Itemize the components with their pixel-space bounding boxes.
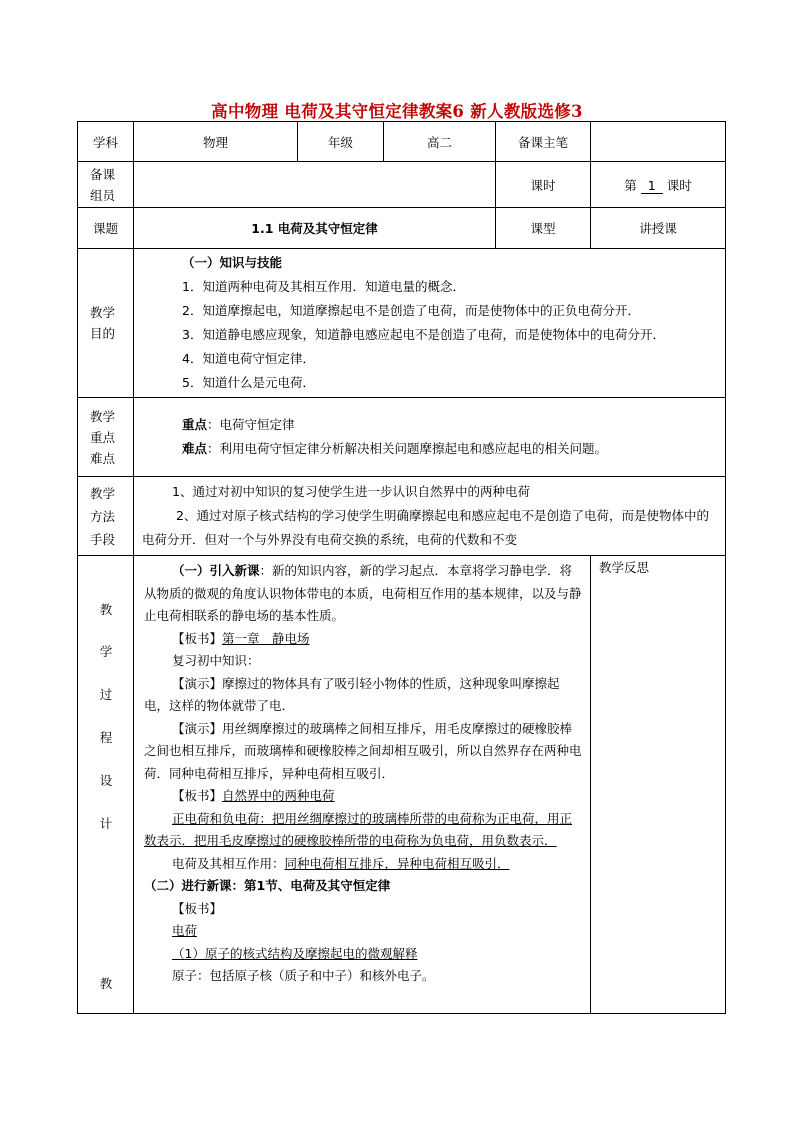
hard-point: [142, 437, 717, 461]
posneg-paragraph: 正电荷和负电荷：把用丝绸摩擦过的玻璃棒所带的电荷称为正电荷，用正数表示．把用毛皮摩擦过的硬橡胶棒所带的电荷称为负电荷，用负数表示．: [144, 810, 573, 848]
board-tag: 【板书】: [172, 630, 223, 646]
hard-text: ：利用电荷守恒定律分析解决相关问题摩擦起电和感应起电的相关问题。: [207, 441, 608, 456]
process-label-char: 程: [99, 730, 113, 745]
process-label-char: 设: [99, 773, 113, 788]
demo-text: 用丝绸摩擦过的玻璃棒之间相互排斥，用毛皮摩擦过的硬橡胶棒之间也相互排斥，而玻璃棒和硬橡胶棒之间却相互吸引，所以自然界存在两种电荷．同种电荷相互排斥，异种电荷相互吸引．: [144, 720, 582, 781]
methods-row: [78, 477, 726, 556]
topic-value: 1.1 电荷及其守恒定律: [134, 208, 496, 249]
process-label-char: 学: [99, 644, 113, 659]
atom-line: 原子：包括原子核（质子和中子）和核外电子。: [172, 968, 435, 983]
writer-value: [591, 122, 726, 162]
hard-label: 难点: [182, 441, 208, 456]
demo-paragraph-2: [144, 718, 582, 786]
process-label-char: 教: [99, 602, 113, 617]
subsection-heading: （1）原子的核式结构及摩擦起电的微观解释: [172, 945, 418, 961]
board-text: 自然界中的两种电荷: [222, 788, 335, 803]
objective-item: 5．知道什么是元电荷．: [182, 375, 315, 390]
reflection-cell: [591, 556, 726, 1014]
process-side-label: [78, 556, 133, 1012]
focus-row: [78, 398, 726, 477]
group-label-text: 备课组员: [90, 166, 116, 203]
new-lesson-heading: （二）进行新课：第1节、电荷及其守恒定律: [144, 878, 391, 893]
objectives-row: [78, 249, 726, 398]
process-label-char: 计: [99, 816, 113, 831]
objective-item: 1．知道两种电荷及其相互作用．知道电量的概念．: [182, 279, 465, 294]
key-text: ：电荷守恒定律: [207, 417, 295, 432]
intro-heading: （一）引入新课: [172, 563, 260, 578]
board-text: 第一章 静电场: [222, 630, 310, 646]
objectives-heading: （一）知识与技能: [182, 255, 283, 270]
interaction-line: [144, 853, 582, 876]
focus-label-cell: [78, 398, 134, 477]
process-label-char: 过: [99, 687, 113, 702]
hours-prefix: 第: [624, 177, 637, 193]
method-line-1: 1、通过对初中知识的复习使学生进一步认识自然界中的两种电荷: [172, 484, 530, 499]
subject-label: 学科: [78, 122, 134, 162]
objectives-label-cell: [78, 249, 134, 398]
objectives-content: [134, 249, 726, 398]
intro-text: ：新的知识内容，新的学习起点．本章将学习静电学．将从物质的微观的角度认识物体带电的本质，电荷相互作用的基本规律，以及与静止电荷相联系的静电场的基本性质。: [144, 563, 582, 623]
type-value: 讲授课: [591, 208, 726, 249]
process-label-cell: [78, 556, 134, 1014]
group-row: [78, 162, 726, 208]
demo-text: 摩擦过的物体具有了吸引轻小物体的性质，这种现象叫摩擦起电，这样的物体就带了电．: [144, 675, 560, 713]
method-line-2: 2、通过对原子核式结构的学习使学生明确摩擦起电和感应起电不是创造了电荷，而是使物体中的电荷分开．但对一个与外界没有电荷交换的系统，电荷的代数和不变: [142, 508, 709, 547]
key-label: 重点: [182, 417, 208, 432]
objective-item: 3．知道静电感应现象，知道静电感应起电不是创造了电荷，而是使物体中的电荷分开．: [182, 327, 665, 342]
hours-cell: [591, 162, 726, 208]
hours-value: 1: [641, 178, 663, 194]
demo-tag: 【演示】: [172, 720, 223, 736]
grade-label: 年级: [298, 122, 384, 162]
hours-suffix: 课时: [666, 177, 692, 193]
methods-label-cell: [78, 477, 134, 556]
demo-paragraph-1: [144, 673, 582, 718]
objectives-label: 教学目的: [90, 305, 116, 341]
writer-label: 备课主笔: [496, 122, 591, 162]
type-label: 课型: [496, 208, 591, 249]
review-line: 复习初中知识：: [172, 653, 260, 668]
demo-tag: 【演示】: [172, 675, 223, 691]
objective-item: 2．知道摩擦起电，知道摩擦起电不是创造了电荷，而是使物体中的正负电荷分开．: [182, 303, 640, 318]
methods-label: 教学方法手段: [90, 485, 116, 547]
topic-label: 课题: [78, 208, 134, 249]
objective-item: 4．知道电荷守恒定律．: [182, 351, 315, 366]
methods-content: [134, 477, 726, 556]
document-title: 高中物理 电荷及其守恒定律教案6 新人教版选修3: [211, 102, 583, 121]
board-line-1: [144, 628, 582, 651]
topic-row: [78, 208, 726, 249]
interaction-label: 电荷及其相互作用：: [172, 855, 285, 871]
focus-content: [134, 398, 726, 477]
reflection-label: 教学反思: [599, 560, 650, 575]
process-row: [78, 556, 726, 1014]
process-label-char: 教: [99, 976, 113, 991]
board-line-2: [144, 785, 582, 808]
board-line-3: 【板书】: [172, 900, 223, 916]
header-row: [78, 122, 726, 162]
subject-value: 物理: [134, 122, 298, 162]
charge-heading: 电荷: [172, 923, 198, 938]
lesson-plan-table: [77, 121, 726, 1014]
group-label: [78, 162, 134, 208]
process-content: [134, 556, 591, 1014]
board-tag: 【板书】: [172, 788, 223, 803]
group-value: [134, 162, 496, 208]
grade-value: 高二: [384, 122, 496, 162]
focus-label: 教学重点难点: [90, 408, 116, 466]
intro-paragraph: [144, 560, 582, 628]
interaction-text: 同种电荷相互排斥，异种电荷相互吸引．: [284, 855, 510, 871]
key-point: [142, 413, 717, 437]
hours-label: 课时: [496, 162, 591, 208]
